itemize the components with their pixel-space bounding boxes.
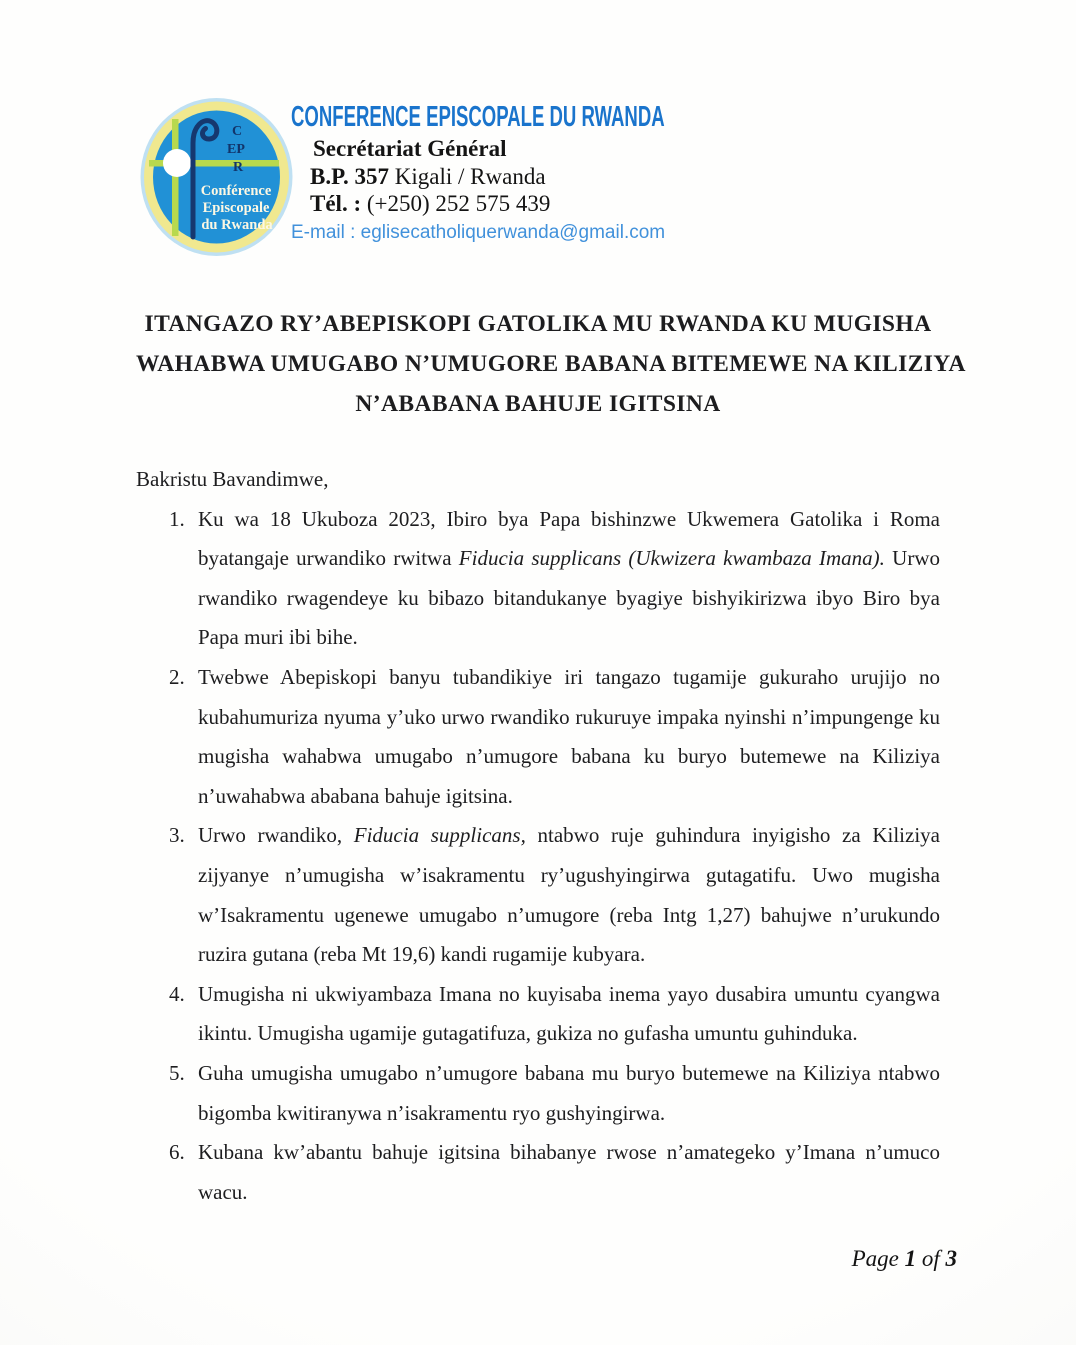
item-number: 4. <box>169 981 185 1006</box>
title-line: WAHABWA UMUGABO N’UMUGORE BABANA BITEMEWE NA KILIZIYA <box>136 351 966 377</box>
cross-center-dot <box>163 149 191 177</box>
item-number: 1. <box>169 506 185 531</box>
item-number: 2. <box>169 664 185 689</box>
document-title <box>136 304 966 424</box>
text-segment: Kubana kw’abantu bahuje igitsina bihabanye rwose n’amategeko y’Imana n’umuco wacu. <box>198 1140 940 1204</box>
list-item <box>136 816 940 974</box>
telephone-line <box>310 191 550 217</box>
list-item <box>136 1133 940 1212</box>
numbered-list <box>136 500 940 1213</box>
text-segment: Urwo rwandiko rwagendeye ku bibazo bitandukanye byagiye bishyikirizwa ibyo Biro bya Papa muri ibi bihe. <box>198 546 940 650</box>
text-segment: Fiducia supplicans (Ukwizera kwambaza Imana). <box>458 546 885 571</box>
po-box-line <box>310 164 546 190</box>
po-box-number: B.P. 357 <box>310 164 390 189</box>
list-item <box>136 1054 940 1133</box>
logo-caption <box>201 183 274 233</box>
title-line: ITANGAZO RY’ABEPISKOPI GATOLIKA MU RWANDA KU MUGISHA <box>144 311 932 337</box>
salutation: Bakristu Bavandimwe, <box>136 467 329 491</box>
text-segment: Urwo rwandiko, <box>198 823 354 848</box>
text-segment: Twebwe Abepiskopi banyu tubandikiye iri tangazo tugamije gukuraho urujijo no kubahumuriza nyuma y’uko urwo rwandiko rukuruye impaka nyinshi n’impungenge ku mugisha wahabwa umugabo n’umugore babana ku buryo butemewe na Kiliziya n’uwahabwa ababana bahuje igitsina. <box>198 664 940 808</box>
text-segment: 3 <box>945 1246 957 1271</box>
document-body <box>136 460 940 1212</box>
secretariat-line: Secrétariat Général <box>313 136 507 161</box>
text-segment: Fiducia supplicans, <box>353 823 526 848</box>
text-segment: Guha umugisha umugabo n’umugore babana mu buryo butemewe na Kiliziya ntabwo bigomba kwitiranywa n’isakramentu ryo gushyingirwa. <box>198 1060 940 1125</box>
item-number: 6. <box>169 1140 185 1165</box>
svg-text:R: R <box>232 160 244 175</box>
svg-text:C: C <box>231 124 243 139</box>
list-item <box>136 500 940 658</box>
po-box-city: Kigali / Rwanda <box>389 164 546 189</box>
email-line: E-mail : eglisecatholiquerwanda@gmail.com <box>291 222 666 243</box>
page-number <box>852 1246 957 1272</box>
text-segment: Ku wa 18 Ukuboza 2023, Ibiro bya Papa bishinzwe Ukwemera Gatolika i Roma byatangaje urwandiko rwitwa <box>198 506 940 571</box>
telephone-label: Tél. : <box>310 191 362 216</box>
text-segment: of <box>916 1246 946 1271</box>
svg-text:du Rwanda: du Rwanda <box>201 217 273 233</box>
list-item <box>136 975 940 1054</box>
org-name: CONFERENCE EPISCOPALE DU RWANDA <box>291 101 665 133</box>
text-segment: Umugisha ni ukwiyambaza Imana no kuyisaba inema yayo dusabira umuntu cyangwa ikintu. Umugisha ugamije gutagatifuza, gukiza no gufasha umuntu guhinduka. <box>198 981 940 1046</box>
item-number: 3. <box>169 823 185 848</box>
list-item <box>136 658 940 816</box>
text-segment: Page <box>851 1246 905 1271</box>
title-line: N’ABABANA BAHUJE IGITSINA <box>355 391 721 417</box>
item-number: 5. <box>169 1060 185 1085</box>
text-segment: ntabwo ruje guhindura inyigisho za Kiliziya zijyanye n’umugisha w’isakramentu ry’ugushyingirwa gutagatifu. Uwo mugisha w’Isakramentu ugenewe umugabo n’umugore (reba Intg 1,27) bahujwe n’urukundo ruzira gutana (reba Mt 19,6) kandi rugamije kubyara. <box>198 823 940 967</box>
svg-text:Conférence: Conférence <box>200 183 272 199</box>
cepr-logo <box>140 97 293 257</box>
text-segment: 1 <box>904 1246 917 1271</box>
svg-text:EP: EP <box>227 142 245 157</box>
svg-text:Episcopale: Episcopale <box>202 200 270 216</box>
telephone-number: (+250) 252 575 439 <box>361 191 551 216</box>
